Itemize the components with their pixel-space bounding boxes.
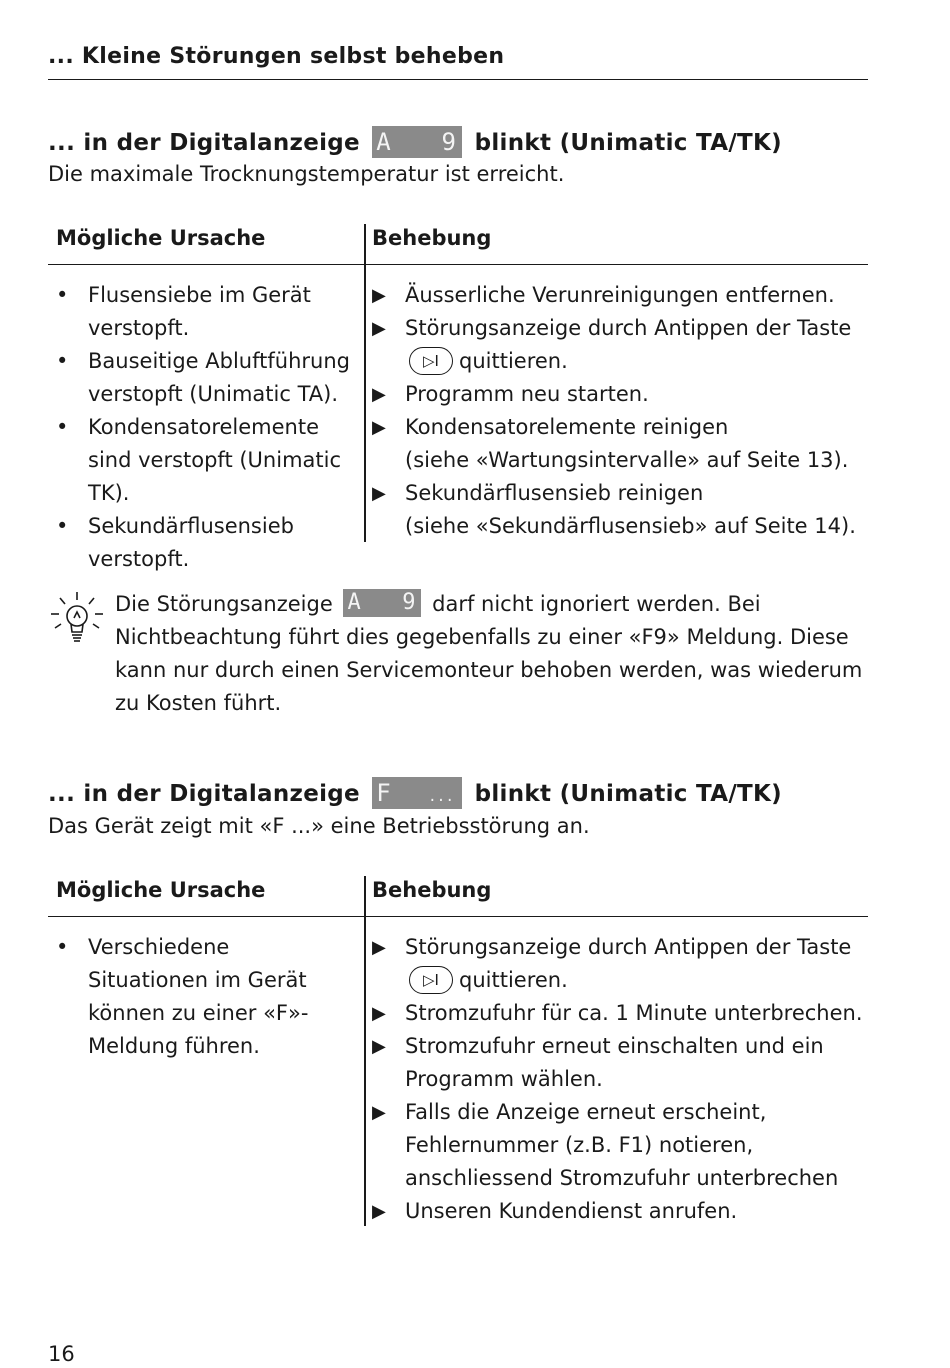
list-item: • Flusensiebe im Gerät verstopft. (56, 283, 311, 340)
list-item: ▶ Falls die Anzeige erneut erscheint, Fehlernummer (z.B. F1) notieren, anschliessend Stromzufuhr unterbrechen (372, 1100, 839, 1190)
list-item: • Bauseitige Abluftführung verstopft (Unimatic TA). (56, 349, 350, 406)
section-title-prefix: ... in der Digitalanzeige (48, 781, 360, 807)
section-subtitle-f: Das Gerät zeigt mit «F ...» eine Betriebsstörung an. (48, 814, 590, 838)
troubleshooting-table-a9 (48, 224, 868, 571)
list-item: ▶ Stromzufuhr für ca. 1 Minute unterbrechen. (372, 1001, 863, 1025)
column-divider (364, 224, 366, 542)
display-left-char: F (376, 778, 392, 807)
list-item: ▶ Unseren Kundendienst anrufen. (372, 1199, 738, 1223)
digital-display-a9 (372, 126, 462, 158)
list-item: ▶ Stromzufuhr erneut einschalten und ein Programm wählen. (372, 1034, 824, 1091)
section-title-suffix: blinkt (Unimatic TA/TK) (474, 130, 782, 156)
start-pause-key-icon: ▷I (409, 966, 453, 994)
section-title-f (48, 777, 888, 811)
section-title-suffix: blinkt (Unimatic TA/TK) (474, 781, 782, 807)
list-item: ▶ Sekundärflusensieb reinigen (siehe «Sekundärflusensieb» auf Seite 14). (372, 481, 856, 538)
tip-text: Die Störungsanzeige A 9 darf nicht ignoriert werden. Bei Nichtbeachtung führt dies gegebenfalls zu einer «F9» Meldung. Diese kann nur durch einen Servicemonteur behoben werden, was wiederum zu Kosten führt. (115, 590, 863, 715)
troubleshooting-table-f (48, 876, 868, 1223)
list-item: • Kondensatorelemente sind verstopft (Unimatic TK). (56, 415, 342, 505)
cause-list (54, 931, 354, 1063)
digital-display-a9: A 9 (343, 589, 421, 617)
display-left-char: A (376, 127, 392, 156)
list-item: ▶ Kondensatorelemente reinigen (siehe «Wartungsintervalle» auf Seite 13). (372, 415, 849, 472)
display-right-char: ... (428, 788, 455, 805)
list-item: ▶ Äusserliche Verunreinigungen entfernen. (372, 283, 835, 307)
section-title-a9 (48, 126, 888, 160)
list-item: • Verschiedene Situationen im Gerät können zu einer «F»-Meldung führen. (56, 935, 309, 1058)
page-number: 16 (48, 1342, 75, 1366)
col-header-fix: Behebung (372, 226, 492, 250)
col-header-cause: Mögliche Ursache (56, 226, 266, 250)
list-item: ▶ Programm neu starten. (372, 382, 649, 406)
fix-list (372, 279, 868, 543)
fix-list (372, 931, 868, 1228)
list-item: ▶ Störungsanzeige durch Antippen der Taste ▷I quittieren. (372, 316, 852, 373)
table-header (48, 224, 868, 265)
section-subtitle-a9: Die maximale Trocknungstemperatur ist erreicht. (48, 162, 565, 186)
col-header-cause: Mögliche Ursache (56, 878, 266, 902)
column-divider (364, 876, 366, 1226)
section-title-prefix: ... in der Digitalanzeige (48, 130, 360, 156)
page-header: ... Kleine Störungen selbst beheben (48, 44, 868, 80)
digital-display-f (372, 777, 462, 809)
col-header-fix: Behebung (372, 878, 492, 902)
list-item: • Sekundärflusensieb verstopft. (56, 514, 294, 571)
display-right-char: 9 (441, 127, 457, 156)
cause-list (54, 279, 354, 576)
lightbulb-icon (48, 588, 106, 650)
start-pause-key-icon: ▷I (409, 347, 453, 375)
list-item: ▶ Störungsanzeige durch Antippen der Taste ▷I quittieren. (372, 935, 852, 992)
table-header (48, 876, 868, 917)
